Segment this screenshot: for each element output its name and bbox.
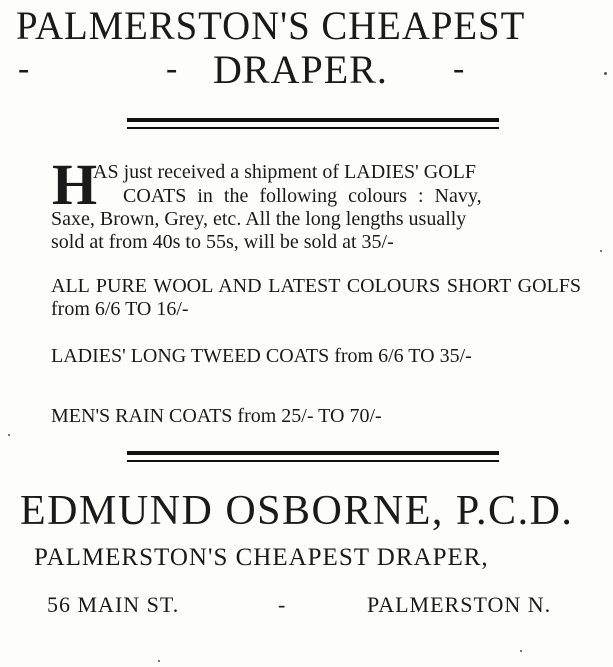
subheading-word: DRAPER. — [213, 47, 388, 92]
item-rain-coats: MEN'S RAIN COATS from 25/- TO 70/- — [51, 405, 382, 427]
tagline: PALMERSTON'S CHEAPEST DRAPER, — [34, 544, 489, 571]
address-separator: - — [278, 592, 287, 617]
top-rule-thick — [127, 118, 499, 122]
item-short-golfs: ALL PURE WOOL AND LATEST COLOURS SHORT GOLFS from 6/6 TO 16/- — [51, 275, 581, 320]
address-street: 56 MAIN ST. — [47, 592, 180, 617]
item-tweed-coats: LADIES' LONG TWEED COATS from 6/6 TO 35/- — [51, 345, 472, 367]
bottom-rule-thin — [127, 460, 499, 462]
headline: PALMERSTON'S CHEAPEST — [16, 3, 526, 48]
bottom-rule-thick — [127, 451, 499, 455]
address-town: PALMERSTON N. — [367, 592, 552, 617]
print-speck — [520, 650, 522, 652]
intro-line-2: COATS in the following colours : Navy, — [123, 185, 482, 207]
proprietor-name: EDMUND OSBORNE, P.C.D. — [20, 488, 574, 534]
intro-line-4: sold at from 40s to 55s, will be sold at 35/- — [51, 231, 394, 253]
subheading — [0, 46, 613, 96]
intro-line-3: Saxe, Brown, Grey, etc. All the long lengths usually — [51, 208, 467, 230]
print-speck — [158, 660, 160, 662]
print-speck — [600, 250, 602, 252]
top-rule-thin — [127, 127, 499, 129]
print-speck — [604, 72, 607, 75]
print-speck — [8, 434, 10, 436]
subheading-inner-left-dash: - — [166, 50, 178, 87]
drop-cap: H — [52, 152, 98, 217]
intro-line-1: AS just received a shipment of LADIES' GOLF — [93, 161, 476, 183]
subheading-left-dash: - — [18, 50, 30, 87]
subheading-right-dash: - — [453, 50, 465, 87]
